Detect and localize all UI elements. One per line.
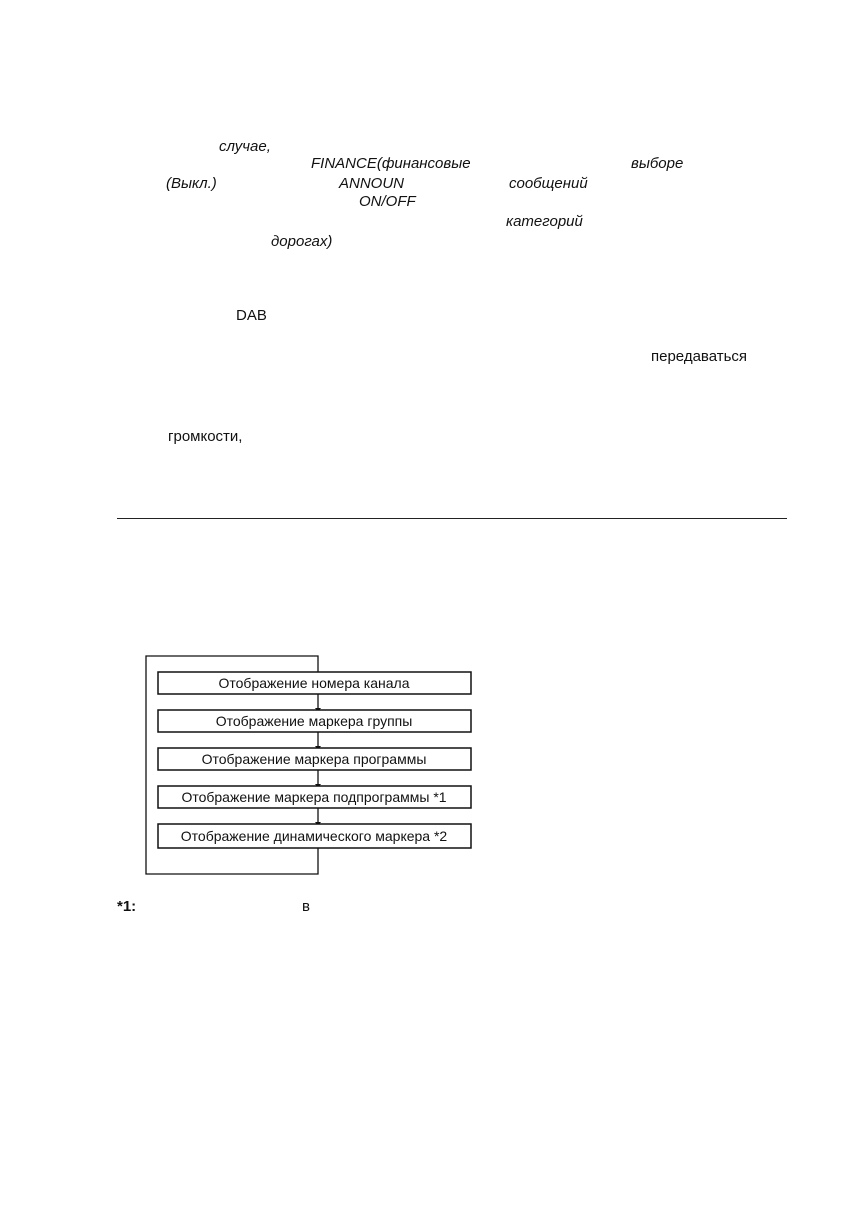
text-fragment: FINANCE(финансовые xyxy=(311,155,471,172)
text-fragment: дорогах) xyxy=(271,233,333,250)
text-fragment: ANNOUN xyxy=(339,175,405,192)
footnote-text: в xyxy=(302,898,310,915)
flow-box-channel-number xyxy=(158,672,471,694)
footnote-marker: *1: xyxy=(117,898,137,915)
flow-box-label: Отображение номера канала xyxy=(218,675,410,691)
flow-box-program-marker xyxy=(158,748,471,770)
text-fragment: сообщений xyxy=(509,175,588,192)
flowchart-diagram xyxy=(140,650,480,880)
text-fragment: выборе xyxy=(631,155,684,172)
flow-box-dynamic-marker xyxy=(158,824,471,848)
text-fragment: громкости, xyxy=(168,428,243,445)
text-fragment: ON/OFF xyxy=(359,193,416,210)
flow-box-group-marker xyxy=(158,710,471,732)
horizontal-divider xyxy=(117,518,787,519)
flow-box-subprogram-marker xyxy=(158,786,471,808)
text-fragment: передаваться xyxy=(651,348,748,365)
text-fragment: случае, xyxy=(219,138,271,155)
text-fragment: категорий xyxy=(506,213,583,230)
flow-box-label: Отображение динамического маркера *2 xyxy=(180,828,448,844)
flow-box-label: Отображение маркера подпрограммы *1 xyxy=(181,789,447,805)
flow-box-label: Отображение маркера программы xyxy=(201,751,427,767)
text-fragment: DAB xyxy=(236,307,267,324)
text-fragment: (Выкл.) xyxy=(166,175,217,192)
flow-box-label: Отображение маркера группы xyxy=(215,713,413,729)
